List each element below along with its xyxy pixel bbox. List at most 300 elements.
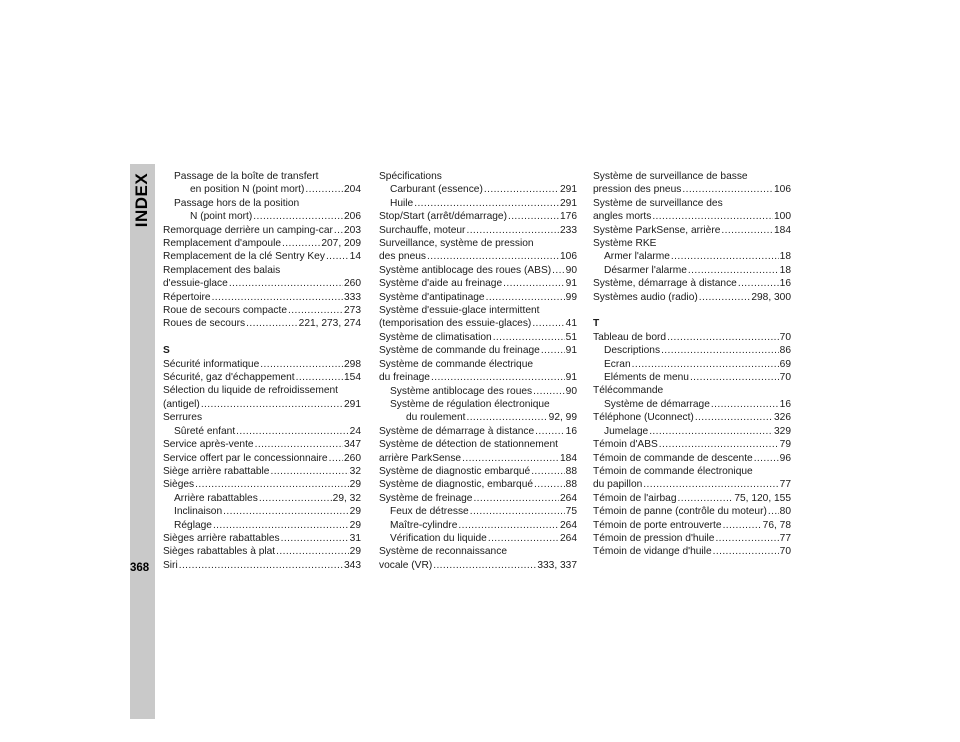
- index-entry: [379, 452, 577, 465]
- index-entry: [379, 559, 577, 572]
- entry-page-ref: 70: [779, 546, 791, 558]
- entry-page-ref: 221, 273, 274: [298, 318, 361, 330]
- entry-page-ref: 14: [349, 251, 361, 263]
- section-letter: T: [593, 318, 600, 330]
- entry-term: Service offert par le concessionnaire: [163, 452, 328, 464]
- dot-leader: [667, 331, 779, 344]
- dot-leader: [768, 505, 779, 518]
- entry-page-ref: 184: [560, 452, 577, 464]
- dot-leader: [470, 505, 565, 518]
- entry-term: Eléments de menu: [604, 372, 689, 384]
- index-entry: [163, 264, 361, 277]
- dot-leader: [201, 398, 343, 411]
- dot-leader: [253, 210, 343, 223]
- entry-term: Sécurité informatique: [163, 358, 260, 370]
- entry-page-ref: 41: [565, 318, 577, 330]
- index-entry: [379, 425, 577, 438]
- entry-page-ref: 99: [565, 291, 577, 303]
- entry-term: Système d'essuie-glace intermittent: [379, 305, 540, 317]
- entry-page-ref: 18: [779, 251, 791, 263]
- entry-term: Réglage: [174, 519, 212, 531]
- dot-leader: [334, 224, 343, 237]
- entry-page-ref: 88: [565, 479, 577, 491]
- dot-leader: [531, 465, 564, 478]
- entry-page-ref: 298: [344, 358, 361, 370]
- index-entry: [163, 183, 361, 196]
- entry-term: Service après-vente: [163, 439, 254, 451]
- index-entry: [163, 505, 361, 518]
- entry-page-ref: 264: [560, 532, 577, 544]
- index-entry: [593, 291, 791, 304]
- entry-page-ref: 29: [349, 519, 361, 531]
- entry-term: Roue de secours compacte: [163, 305, 288, 317]
- entry-term: Ecran: [604, 358, 631, 370]
- dot-leader: [508, 210, 559, 223]
- index-entry: [163, 317, 361, 330]
- index-entry: [163, 170, 361, 183]
- index-entry: [379, 371, 577, 384]
- dot-leader: [699, 291, 751, 304]
- dot-leader: [260, 358, 343, 371]
- dot-leader: [534, 478, 565, 491]
- entry-term: Sélection du liquide de refroidissement: [163, 385, 338, 397]
- entry-term: Passage hors de la position: [174, 197, 300, 209]
- index-entry: [593, 210, 791, 223]
- index-entry: [593, 519, 791, 532]
- entry-term: Inclinaison: [174, 506, 223, 518]
- entry-term: Remplacement des balais: [163, 264, 281, 276]
- dot-leader: [288, 304, 343, 317]
- index-entry: [379, 264, 577, 277]
- index-entry: [163, 237, 361, 250]
- dot-leader: [721, 224, 773, 237]
- index-entry: [593, 250, 791, 263]
- dot-leader: [246, 317, 298, 330]
- index-entry: [379, 304, 577, 317]
- dot-leader: [276, 545, 349, 558]
- entry-term: N (point mort): [190, 211, 253, 223]
- index-entry: [163, 304, 361, 317]
- entry-term: Surchauffe, moteur: [379, 224, 466, 236]
- dot-leader: [427, 250, 559, 263]
- entry-term: Système de reconnaissance: [379, 546, 507, 558]
- entry-term: Système d'aide au freinage: [379, 278, 503, 290]
- entry-page-ref: 176: [560, 211, 577, 223]
- dot-leader: [462, 452, 559, 465]
- dot-leader: [671, 250, 779, 263]
- entry-term: des pneus: [379, 251, 427, 263]
- dot-leader: [305, 183, 343, 196]
- dot-leader: [488, 532, 559, 545]
- index-entry: [163, 438, 361, 451]
- entry-term: Siège arrière rabattable: [163, 465, 270, 477]
- index-entry: [163, 465, 361, 478]
- entry-term: Système de freinage: [379, 492, 473, 504]
- dot-leader: [690, 371, 779, 384]
- entry-term: Système de surveillance des: [593, 197, 723, 209]
- entry-page-ref: 106: [560, 251, 577, 263]
- index-entry: [163, 250, 361, 263]
- index-tab-text: INDEX: [132, 172, 152, 228]
- dot-leader: [688, 264, 779, 277]
- entry-page-ref: 75, 120, 155: [734, 492, 791, 504]
- entry-term: Système d'antipatinage: [379, 291, 485, 303]
- entry-term: Sièges rabattables à plat: [163, 546, 276, 558]
- entry-page-ref: 291: [560, 197, 577, 209]
- entry-term: Roues de secours: [163, 318, 246, 330]
- entry-page-ref: 207, 209: [321, 238, 361, 250]
- index-entry: [379, 385, 577, 398]
- dot-leader: [541, 344, 565, 357]
- index-entry: [593, 465, 791, 478]
- entry-term: Télécommande: [593, 385, 664, 397]
- dot-leader: [229, 277, 343, 290]
- index-entry: [163, 384, 361, 397]
- index-entry: [593, 438, 791, 451]
- entry-page-ref: 77: [779, 532, 791, 544]
- entry-term: Sièges arrière rabattables: [163, 532, 280, 544]
- dot-leader: [213, 519, 349, 532]
- index-entry: [593, 478, 791, 491]
- entry-page-ref: 69: [779, 358, 791, 370]
- entry-term: pression des pneus: [593, 184, 682, 196]
- entry-term: Tableau de bord: [593, 331, 667, 343]
- dot-leader: [212, 291, 343, 304]
- index-entry: [163, 291, 361, 304]
- index-entry: [379, 277, 577, 290]
- entry-term: du roulement: [406, 412, 466, 424]
- dot-leader: [486, 291, 565, 304]
- entry-page-ref: 260: [344, 278, 361, 290]
- entry-page-ref: 298, 300: [751, 291, 791, 303]
- entry-term: Spécifications: [379, 171, 442, 182]
- entry-term: arrière ParkSense: [379, 452, 462, 464]
- entry-term: Descriptions: [604, 345, 661, 357]
- entry-page-ref: 329: [774, 425, 791, 437]
- entry-page-ref: 264: [560, 519, 577, 531]
- entry-term: Système de démarrage à distance: [379, 425, 535, 437]
- dot-leader: [466, 224, 559, 237]
- entry-page-ref: 92, 99: [548, 412, 577, 424]
- entry-term: Serrures: [163, 412, 203, 424]
- dot-leader: [458, 519, 559, 532]
- entry-term: Témoin de pression d'huile: [593, 532, 715, 544]
- entry-page-ref: 206: [344, 211, 361, 223]
- index-entry: [379, 465, 577, 478]
- entry-term: Système de diagnostic embarqué: [379, 465, 531, 477]
- entry-term: Désarmer l'alarme: [604, 264, 687, 276]
- index-column-1: [163, 170, 361, 572]
- index-entry: [379, 492, 577, 505]
- index-entry: [163, 371, 361, 384]
- entry-term: angles morts: [593, 211, 652, 223]
- entry-page-ref: 91: [565, 278, 577, 290]
- dot-leader: [643, 478, 778, 491]
- entry-page-ref: 203: [344, 224, 361, 236]
- entry-page-ref: 106: [774, 184, 791, 196]
- entry-term: Passage de la boîte de transfert: [174, 171, 319, 182]
- entry-page-ref: 326: [774, 412, 791, 424]
- index-entry: [163, 559, 361, 572]
- entry-term: Témoin de porte entrouverte: [593, 519, 722, 531]
- entry-page-ref: 91: [565, 372, 577, 384]
- entry-term: Sécurité, gaz d'échappement: [163, 372, 295, 384]
- entry-term: Système antiblocage des roues: [390, 385, 533, 397]
- index-entry: [163, 398, 361, 411]
- index-entry: [593, 371, 791, 384]
- entry-page-ref: 233: [560, 224, 577, 236]
- entry-page-ref: 273: [344, 305, 361, 317]
- entry-page-ref: 32: [349, 465, 361, 477]
- dot-leader: [195, 478, 349, 491]
- dot-leader: [433, 559, 536, 572]
- index-entry: [379, 438, 577, 451]
- dot-leader: [532, 317, 564, 330]
- index-entry: [379, 224, 577, 237]
- entry-term: Système antiblocage des roues (ABS): [379, 264, 552, 276]
- index-entry: [593, 344, 791, 357]
- index-entry: [593, 425, 791, 438]
- index-entry: [593, 505, 791, 518]
- entry-term: Sièges: [163, 479, 195, 491]
- dot-leader: [179, 559, 343, 572]
- index-entry: [379, 358, 577, 371]
- entry-page-ref: 16: [779, 398, 791, 410]
- index-entry: [593, 183, 791, 196]
- index-entry: [163, 425, 361, 438]
- dot-leader: [503, 277, 565, 290]
- entry-page-ref: 260: [344, 452, 361, 464]
- index-entry: [593, 532, 791, 545]
- dot-leader: [223, 505, 349, 518]
- entry-page-ref: 51: [565, 331, 577, 343]
- entry-term: Système de commande électrique: [379, 358, 534, 370]
- entry-page-ref: 333: [344, 291, 361, 303]
- dot-leader: [659, 438, 779, 451]
- entry-term: Remorquage derrière un camping-car: [163, 224, 333, 236]
- dot-leader: [682, 183, 773, 196]
- entry-page-ref: 24: [349, 425, 361, 437]
- page-number: 368: [130, 562, 150, 574]
- entry-page-ref: 96: [779, 452, 791, 464]
- index-entry: [593, 197, 791, 210]
- dot-leader: [713, 545, 779, 558]
- entry-term: Système ParkSense, arrière: [593, 224, 721, 236]
- index-entry: [379, 237, 577, 250]
- index-entry: [163, 492, 361, 505]
- entry-page-ref: 264: [560, 492, 577, 504]
- index-entry: [379, 250, 577, 263]
- entry-term: Carburant (essence): [390, 184, 483, 196]
- dot-leader: [473, 492, 559, 505]
- entry-page-ref: 154: [344, 372, 361, 384]
- entry-page-ref: 16: [565, 425, 577, 437]
- dot-leader: [296, 371, 343, 384]
- entry-term: Répertoire: [163, 291, 211, 303]
- index-entry: [163, 210, 361, 223]
- index-entry: [593, 384, 791, 397]
- index-entry: [593, 411, 791, 424]
- entry-page-ref: 86: [779, 345, 791, 357]
- entry-page-ref: 75: [565, 506, 577, 518]
- entry-term: Jumelage: [604, 425, 649, 437]
- dot-leader: [466, 411, 547, 424]
- dot-leader: [282, 237, 320, 250]
- dot-leader: [754, 452, 779, 465]
- dot-leader: [649, 425, 773, 438]
- index-entry: [593, 237, 791, 250]
- index-entry: [593, 398, 791, 411]
- entry-page-ref: 77: [779, 479, 791, 491]
- index-entry: [379, 183, 577, 196]
- entry-term: Témoin de commande électronique: [593, 465, 753, 477]
- dot-leader: [259, 492, 332, 505]
- index-entry: [593, 277, 791, 290]
- index-entry: [163, 277, 361, 290]
- entry-term: Arrière rabattables: [174, 492, 258, 504]
- dot-leader: [738, 277, 779, 290]
- dot-leader: [255, 438, 343, 451]
- entry-term: Système de démarrage: [604, 398, 710, 410]
- entry-page-ref: 88: [565, 465, 577, 477]
- index-entry: [593, 492, 791, 505]
- entry-page-ref: 70: [779, 372, 791, 384]
- entry-term: Huile: [390, 197, 414, 209]
- index-entry: [593, 452, 791, 465]
- entry-term: Système de climatisation: [379, 331, 492, 343]
- index-entry: [163, 224, 361, 237]
- entry-term: Témoin d'ABS: [593, 439, 658, 451]
- entry-page-ref: 29: [349, 546, 361, 558]
- index-entry: [593, 331, 791, 344]
- entry-term: Système de diagnostic, embarqué: [379, 479, 534, 491]
- entry-page-ref: 204: [344, 184, 361, 196]
- dot-leader: [270, 465, 348, 478]
- entry-page-ref: 16: [779, 278, 791, 290]
- entry-term: Système de surveillance de basse: [593, 171, 748, 182]
- entry-term: Feux de détresse: [390, 506, 469, 518]
- index-entry: [379, 344, 577, 357]
- index-entry: [163, 532, 361, 545]
- index-entry: [163, 452, 361, 465]
- index-side-tab: [130, 164, 155, 719]
- index-entry: [379, 532, 577, 545]
- entry-page-ref: 29: [349, 506, 361, 518]
- dot-leader: [281, 532, 349, 545]
- index-entry: [163, 478, 361, 491]
- index-column-2: [379, 170, 577, 572]
- entry-term: (temporisation des essuie-glaces): [379, 318, 532, 330]
- index-entry: [163, 197, 361, 210]
- entry-term: Armer l'alarme: [604, 251, 670, 263]
- entry-term: Système de détection de stationnement: [379, 439, 558, 451]
- index-entry: [379, 478, 577, 491]
- dot-leader: [652, 210, 773, 223]
- entry-page-ref: 184: [774, 224, 791, 236]
- dot-leader: [723, 519, 762, 532]
- entry-page-ref: 31: [349, 532, 361, 544]
- entry-page-ref: 29: [349, 479, 361, 491]
- entry-term: du papillon: [593, 479, 643, 491]
- entry-page-ref: 343: [344, 559, 361, 571]
- entry-page-ref: 70: [779, 331, 791, 343]
- dot-leader: [484, 183, 559, 196]
- entry-term: Systèmes audio (radio): [593, 291, 698, 303]
- entry-term: en position N (point mort): [190, 184, 305, 196]
- dot-leader: [493, 331, 565, 344]
- index-entry: [379, 170, 577, 183]
- entry-term: Remplacement d'ampoule: [163, 238, 282, 250]
- entry-term: Surveillance, système de pression: [379, 238, 534, 250]
- dot-leader: [326, 250, 349, 263]
- entry-term: (antigel): [163, 398, 200, 410]
- entry-term: Téléphone (Uconnect): [593, 412, 694, 424]
- entry-page-ref: 18: [779, 264, 791, 276]
- entry-page-ref: 90: [565, 264, 577, 276]
- dot-leader: [715, 532, 778, 545]
- entry-term: du freinage: [379, 372, 430, 384]
- index-entry: [379, 545, 577, 558]
- dot-leader: [695, 411, 773, 424]
- entry-term: Témoin de commande de descente: [593, 452, 753, 464]
- index-entry: [379, 331, 577, 344]
- section-letter: S: [163, 345, 170, 357]
- dot-leader: [661, 344, 779, 357]
- entry-term: Maître-cylindre: [390, 519, 458, 531]
- entry-term: vocale (VR): [379, 559, 433, 571]
- entry-page-ref: 291: [560, 184, 577, 196]
- entry-term: d'essuie-glace: [163, 278, 228, 290]
- index-entry: [593, 264, 791, 277]
- index-entry: [379, 411, 577, 424]
- dot-leader: [535, 425, 564, 438]
- dot-leader: [552, 264, 565, 277]
- index-entry: [379, 210, 577, 223]
- index-entry: [163, 545, 361, 558]
- dot-leader: [711, 398, 779, 411]
- index-tab-label: [131, 172, 154, 228]
- entry-term: Stop/Start (arrêt/démarrage): [379, 211, 507, 223]
- entry-page-ref: 79: [779, 439, 791, 451]
- entry-term: Témoin de vidange d'huile: [593, 546, 712, 558]
- entry-page-ref: 80: [779, 506, 791, 518]
- entry-term: Système de régulation électronique: [390, 398, 550, 410]
- dot-leader: [632, 358, 779, 371]
- entry-term: Système, démarrage à distance: [593, 278, 737, 290]
- entry-page-ref: 29, 32: [332, 492, 361, 504]
- entry-term: Remplacement de la clé Sentry Key: [163, 251, 325, 263]
- dot-leader: [431, 371, 565, 384]
- entry-term: Vérification du liquide: [390, 532, 487, 544]
- index-entry: [163, 411, 361, 424]
- entry-page-ref: 291: [344, 398, 361, 410]
- index-entry: [379, 317, 577, 330]
- entry-page-ref: 333, 337: [537, 559, 577, 571]
- dot-leader: [678, 492, 734, 505]
- dot-leader: [329, 452, 343, 465]
- entry-page-ref: 76, 78: [762, 519, 791, 531]
- entry-page-ref: 91: [565, 345, 577, 357]
- index-entry: [379, 505, 577, 518]
- index-entry: [163, 519, 361, 532]
- entry-term: Système de commande du freinage: [379, 345, 540, 357]
- entry-term: Siri: [163, 559, 178, 571]
- entry-term: Sûreté enfant: [174, 425, 236, 437]
- index-entry: [379, 197, 577, 210]
- index-entry: [593, 170, 791, 183]
- dot-leader: [236, 425, 348, 438]
- index-entry: [379, 519, 577, 532]
